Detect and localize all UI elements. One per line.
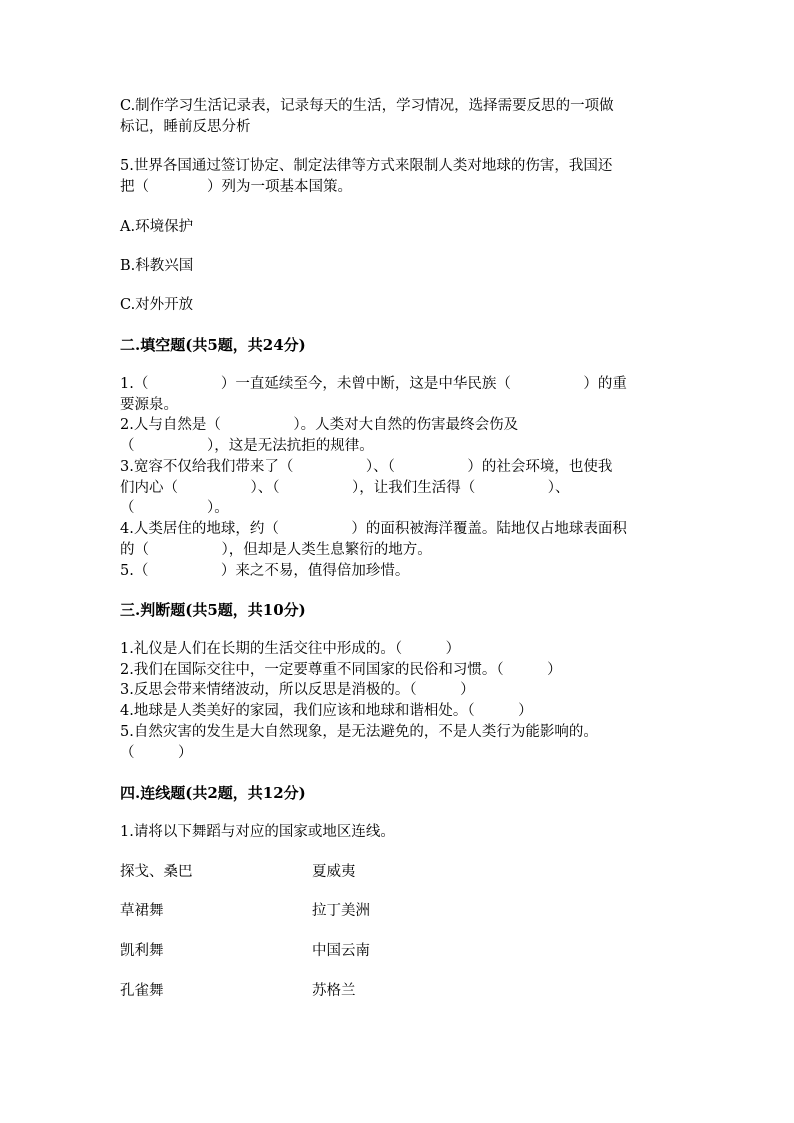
- q5-option-b: B.科教兴国: [120, 258, 194, 274]
- true-false-line: 5.自然灾害的发生是大自然现象，是无法避免的，不是人类行为能影响的。: [120, 724, 598, 740]
- fill-blank-line: 的（ ），但却是人类生息繁衍的地方。: [120, 542, 432, 558]
- true-false-line: 4.地球是人类美好的家园，我们应该和地球和谐相处。（ ）: [120, 703, 533, 719]
- fill-blank-line: 4.人类居住的地球，约（ ）的面积被海洋覆盖。陆地仅占地球表面积: [120, 521, 627, 537]
- matching-right-item: 夏威夷: [312, 864, 356, 880]
- matching-left-item: 凯利舞: [120, 943, 164, 959]
- matching-left-item: 孔雀舞: [120, 983, 164, 999]
- q5-stem-line2: 把（ ）列为一项基本国策。: [120, 179, 352, 195]
- matching-question: 1.请将以下舞蹈与对应的国家或地区连线。: [120, 824, 395, 840]
- fill-blank-line: 要源泉。: [120, 397, 178, 413]
- true-false-line: 2.我们在国际交往中，一定要尊重不同国家的民俗和习惯。（ ）: [120, 662, 562, 678]
- q4-option-c-line1: C.制作学习生活记录表，记录每天的生活，学习情况，选择需要反思的一项做: [120, 98, 614, 114]
- q4-option-c-line2: 标记，睡前反思分析: [120, 119, 251, 135]
- fill-blank-line: 5.（ ）来之不易，值得倍加珍惜。: [120, 563, 410, 579]
- matching-left-item: 草裙舞: [120, 903, 164, 919]
- q5-option-c: C.对外开放: [120, 297, 194, 313]
- fill-blank-line: （ ）。: [120, 500, 229, 516]
- fill-blank-line: （ ），这是无法抗拒的规律。: [120, 438, 374, 454]
- q5-option-a: A.环境保护: [120, 219, 194, 235]
- fill-blank-line: 3.宽容不仅给我们带来了（ ）、（ ）的社会环境，也使我: [120, 459, 613, 475]
- fill-blank-line: 2.人与自然是（ ）。人类对大自然的伤害最终会伤及: [120, 417, 519, 433]
- section-matching-title: 四.连线题(共2题，共12分): [120, 784, 306, 802]
- true-false-line: （ ）: [120, 745, 193, 761]
- matching-right-item: 中国云南: [312, 943, 370, 959]
- q5-stem-line1: 5.世界各国通过签订协定、制定法律等方式来限制人类对地球的伤害，我国还: [120, 158, 613, 174]
- fill-blank-line: 1.（ ）一直延续至今，未曾中断，这是中华民族（ ）的重: [120, 376, 627, 392]
- true-false-line: 3.反思会带来情绪波动，所以反思是消极的。（ ）: [120, 682, 475, 698]
- section-true-false-title: 三.判断题(共5题，共10分): [120, 601, 306, 619]
- matching-right-item: 拉丁美洲: [312, 903, 370, 919]
- true-false-line: 1.礼仪是人们在长期的生活交往中形成的。（ ）: [120, 641, 461, 657]
- matching-left-item: 探戈、桑巴: [120, 864, 193, 880]
- fill-blank-line: 们内心（ ）、（ ），让我们生活得（ ）、: [120, 480, 570, 496]
- matching-right-item: 苏格兰: [312, 983, 356, 999]
- section-fill-blank-title: 二.填空题(共5题，共24分): [120, 336, 306, 354]
